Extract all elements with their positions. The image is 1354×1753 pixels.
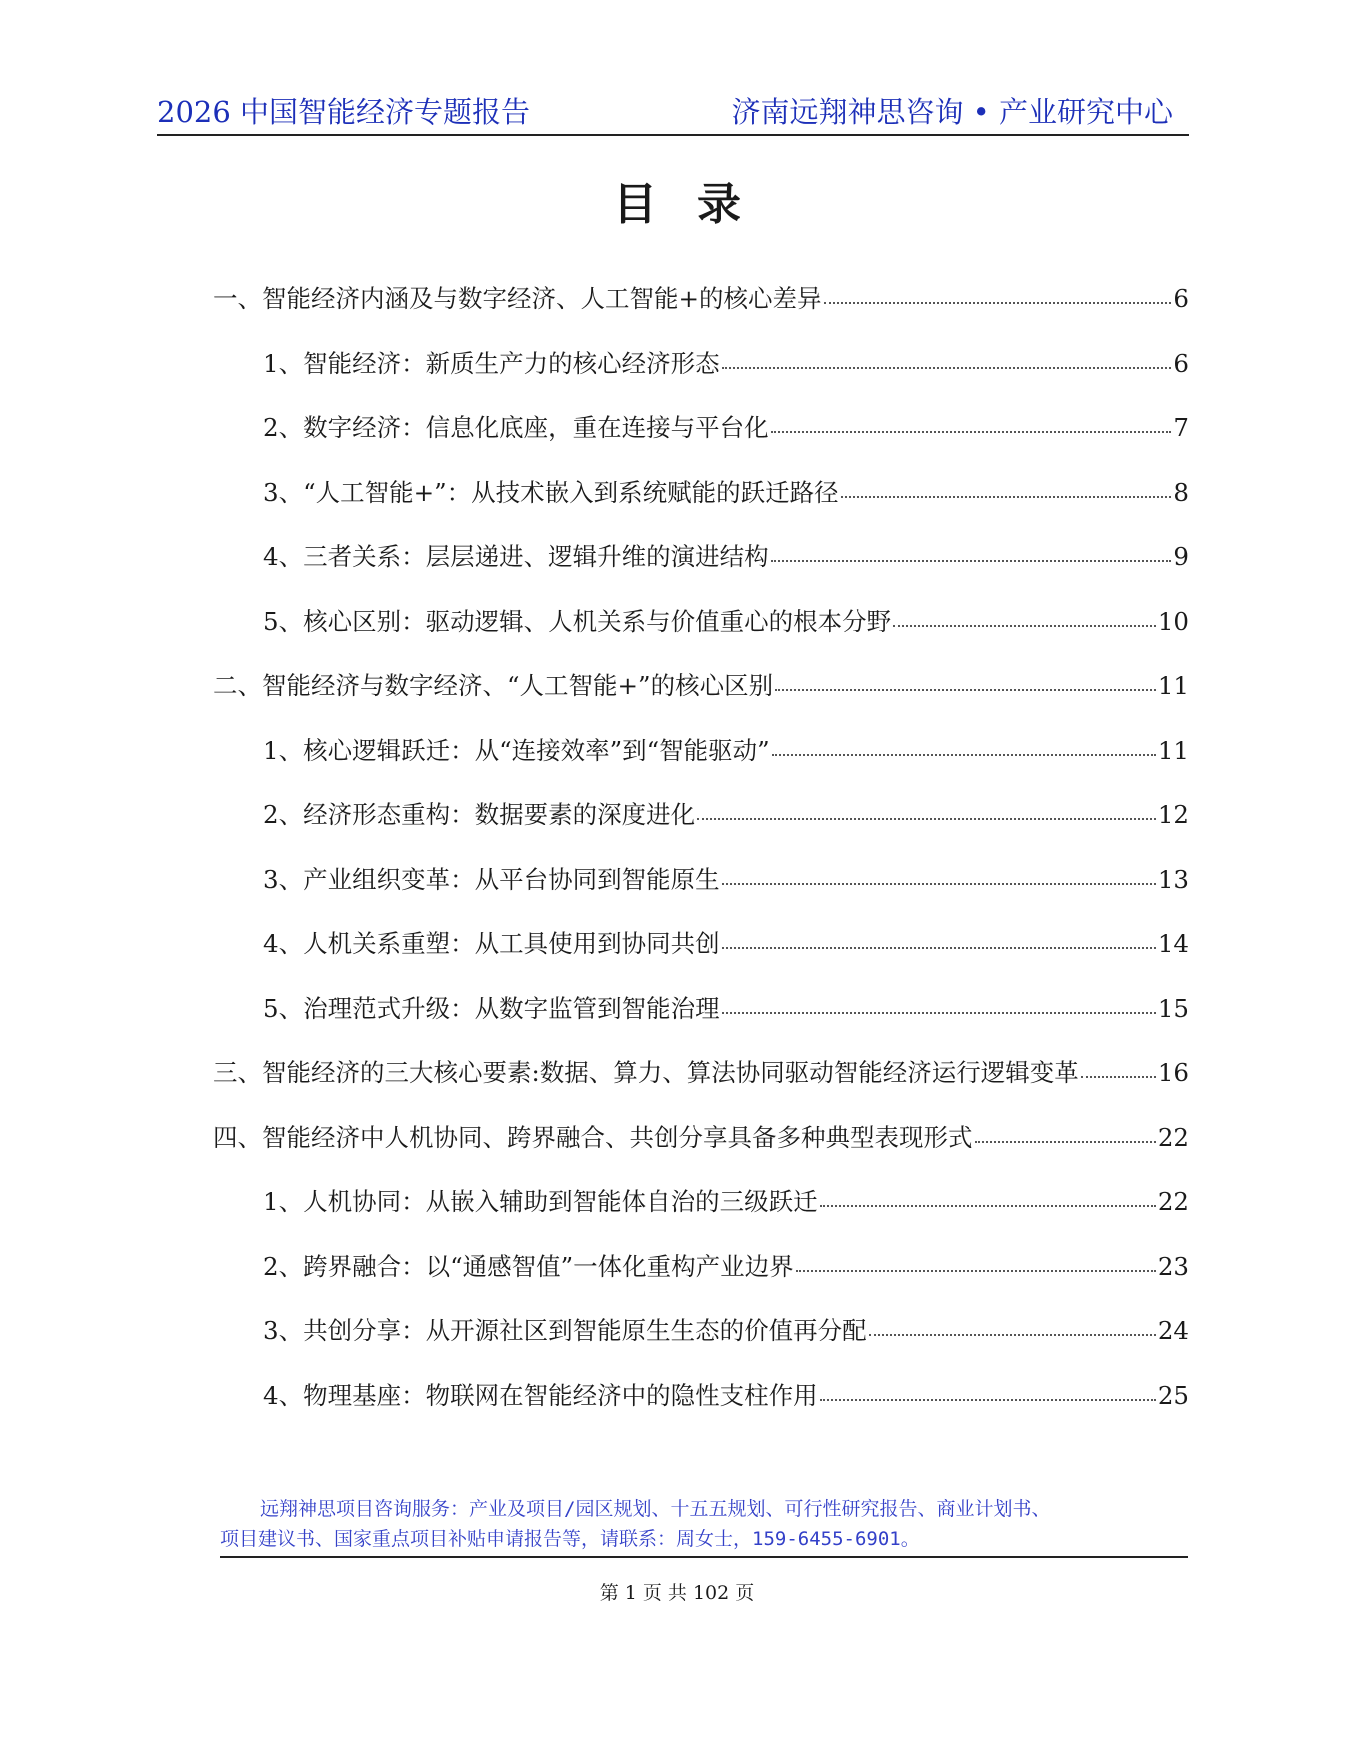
toc-entry[interactable] bbox=[213, 603, 1189, 668]
toc-entry-text: 5、核心区别：驱动逻辑、人机关系与价值重心的根本分野 bbox=[263, 606, 892, 636]
toc-entry-text: 1、核心逻辑跃迁：从“连接效率”到“智能驱动” bbox=[263, 735, 770, 765]
toc-dot-leader bbox=[820, 1398, 1156, 1401]
toc-dot-leader bbox=[796, 1269, 1156, 1272]
toc-entry-page: 6 bbox=[1173, 348, 1189, 378]
toc-dot-leader bbox=[824, 301, 1172, 304]
toc-entry[interactable] bbox=[213, 345, 1189, 410]
toc-dot-leader bbox=[1081, 1075, 1156, 1078]
toc-entry-page: 16 bbox=[1157, 1058, 1189, 1087]
toc-entry-text: 2、数字经济：信息化底座，重在连接与平台化 bbox=[263, 413, 769, 442]
toc-entry-text: 5、治理范式升级：从数字监管到智能治理 bbox=[263, 993, 720, 1023]
toc-entry-page: 24 bbox=[1157, 1316, 1189, 1345]
toc-entry-text: 3、“人工智能+”：从技术嵌入到系统赋能的跃迁路径 bbox=[263, 477, 839, 507]
toc-entry-page: 25 bbox=[1157, 1380, 1189, 1410]
toc-dot-leader bbox=[722, 366, 1172, 369]
toc-entry[interactable] bbox=[213, 474, 1189, 539]
toc-entry[interactable] bbox=[213, 1119, 1189, 1184]
toc-entry-page: 6 bbox=[1173, 284, 1189, 313]
toc-entry-page: 12 bbox=[1157, 800, 1189, 829]
publisher-name: 济南远翔神思咨询 • 产业研究中心 bbox=[731, 95, 1173, 129]
toc-dot-leader bbox=[775, 688, 1156, 691]
toc-entry-page: 23 bbox=[1157, 1251, 1189, 1281]
toc-entry-text: 2、跨界融合：以“通感智值”一体化重构产业边界 bbox=[263, 1251, 794, 1281]
toc-entry-text: 2、经济形态重构：数据要素的深度进化 bbox=[263, 800, 696, 829]
toc-entry-text: 3、共创分享：从开源社区到智能原生生态的价值再分配 bbox=[263, 1316, 867, 1345]
toc-entry-text: 二、智能经济与数字经济、“人工智能+”的核心区别 bbox=[213, 671, 774, 700]
toc-entry[interactable] bbox=[213, 409, 1189, 474]
service-note bbox=[220, 1494, 1190, 1554]
toc-entry-page: 22 bbox=[1157, 1122, 1189, 1152]
toc-entry[interactable] bbox=[213, 1183, 1189, 1248]
page-number: 第 1 页 共 102 页 bbox=[599, 1582, 755, 1604]
toc-entry[interactable] bbox=[213, 1054, 1189, 1119]
toc-entry-text: 3、产业组织变革：从平台协同到智能原生 bbox=[263, 864, 720, 894]
toc-entry-page: 7 bbox=[1173, 413, 1189, 442]
table-of-contents bbox=[213, 280, 1189, 1441]
toc-entry-page: 13 bbox=[1157, 864, 1189, 894]
toc-entry-page: 22 bbox=[1157, 1187, 1189, 1216]
toc-entry-page: 9 bbox=[1173, 542, 1189, 571]
toc-dot-leader bbox=[771, 559, 1172, 562]
toc-entry-text: 三、智能经济的三大核心要素:数据、算力、算法协同驱动智能经济运行逻辑变革 bbox=[213, 1058, 1079, 1087]
toc-dot-leader bbox=[893, 624, 1156, 627]
toc-entry[interactable] bbox=[213, 280, 1189, 345]
toc-entry[interactable] bbox=[213, 667, 1189, 732]
toc-entry[interactable] bbox=[213, 861, 1189, 926]
report-title: 2026 中国智能经济专题报告 bbox=[157, 95, 531, 129]
toc-entry[interactable] bbox=[213, 1248, 1189, 1313]
toc-entry-text: 1、智能经济：新质生产力的核心经济形态 bbox=[263, 348, 720, 378]
toc-dot-leader bbox=[722, 882, 1156, 885]
service-note-line-2: 项目建议书、国家重点项目补贴申请报告等，请联系：周女士，159-6455-6901。 bbox=[220, 1528, 920, 1550]
toc-entry[interactable] bbox=[213, 796, 1189, 861]
toc-entry-text: 1、人机协同：从嵌入辅助到智能体自治的三级跃迁 bbox=[263, 1187, 818, 1216]
toc-dot-leader bbox=[869, 1333, 1156, 1336]
toc-entry-text: 4、人机关系重塑：从工具使用到协同共创 bbox=[263, 929, 720, 958]
toc-dot-leader bbox=[772, 753, 1156, 756]
toc-entry-page: 11 bbox=[1157, 735, 1189, 765]
toc-dot-leader bbox=[975, 1140, 1156, 1143]
toc-entry-text: 一、智能经济内涵及与数字经济、人工智能+的核心差异 bbox=[213, 284, 822, 313]
service-note-line-1: 远翔神思项目咨询服务：产业及项目/园区规划、十五五规划、可行性研究报告、商业计划书、 bbox=[260, 1498, 1051, 1520]
toc-title: 目录 bbox=[613, 179, 781, 230]
toc-dot-leader bbox=[697, 817, 1156, 820]
toc-entry[interactable] bbox=[213, 538, 1189, 603]
toc-entry-page: 8 bbox=[1173, 477, 1189, 507]
toc-dot-leader bbox=[722, 1011, 1156, 1014]
toc-entry-text: 4、三者关系：层层递进、逻辑升维的演进结构 bbox=[263, 542, 769, 571]
toc-entry-text: 4、物理基座：物联网在智能经济中的隐性支柱作用 bbox=[263, 1380, 818, 1410]
toc-entry-text: 四、智能经济中人机协同、跨界融合、共创分享具备多种典型表现形式 bbox=[213, 1122, 973, 1152]
toc-entry-page: 10 bbox=[1157, 606, 1189, 636]
toc-dot-leader bbox=[841, 495, 1172, 498]
toc-entry-page: 11 bbox=[1157, 671, 1189, 700]
toc-entry-page: 14 bbox=[1157, 929, 1189, 958]
toc-entry[interactable] bbox=[213, 1312, 1189, 1377]
page-header bbox=[157, 90, 1189, 136]
toc-entry[interactable] bbox=[213, 1377, 1189, 1442]
footer-divider bbox=[220, 1556, 1188, 1558]
toc-dot-leader bbox=[771, 430, 1172, 433]
toc-dot-leader bbox=[722, 946, 1156, 949]
toc-entry[interactable] bbox=[213, 990, 1189, 1055]
toc-entry[interactable] bbox=[213, 925, 1189, 990]
toc-entry[interactable] bbox=[213, 732, 1189, 797]
toc-dot-leader bbox=[820, 1204, 1156, 1207]
toc-entry-page: 15 bbox=[1157, 993, 1189, 1023]
